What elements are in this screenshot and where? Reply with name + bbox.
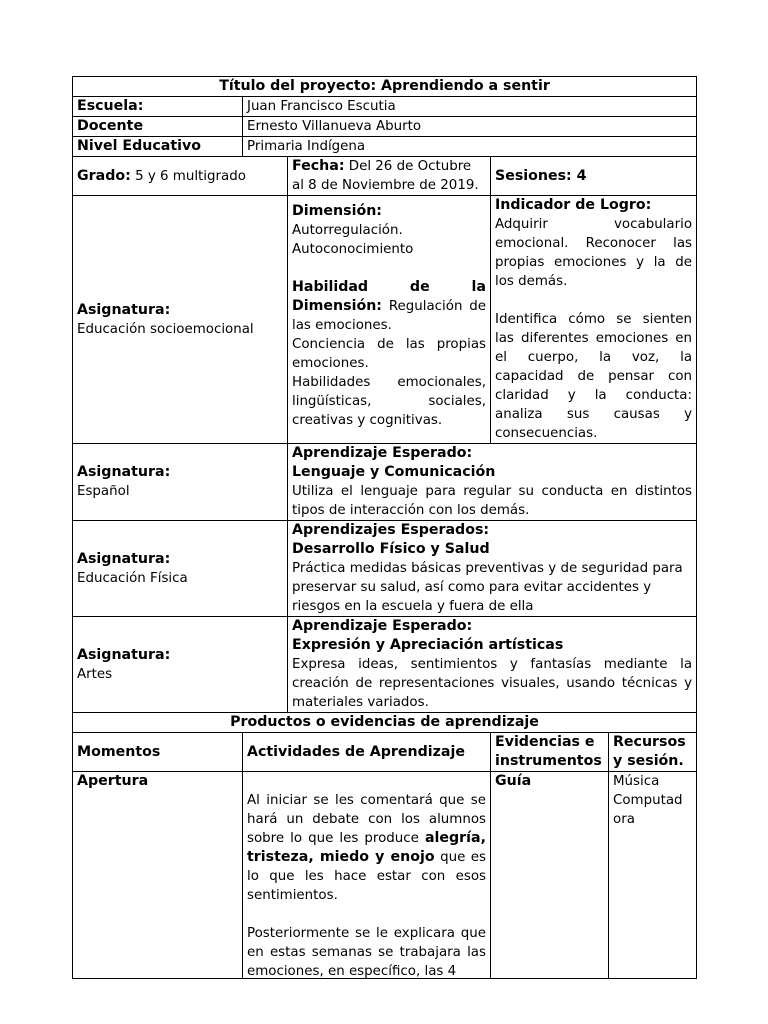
momento-apertura: Apertura bbox=[73, 772, 243, 979]
subject-cell bbox=[73, 617, 288, 713]
dimension-cell bbox=[288, 196, 491, 444]
habilidad-text: Regulación de las emociones. bbox=[292, 299, 486, 333]
indicador-cell bbox=[491, 196, 697, 444]
nivel-label: Nivel Educativo bbox=[73, 137, 243, 157]
fecha-label: Fecha: bbox=[292, 158, 345, 174]
socio-subject-cell bbox=[73, 196, 288, 444]
indicador-text: Adquirir vocabulario emocional. Reconocer las propias emociones y la de los demás. bbox=[495, 217, 693, 289]
spacer bbox=[247, 772, 486, 791]
subject-label: Asignatura: bbox=[77, 646, 171, 663]
products-title-row bbox=[73, 713, 697, 733]
docente-row bbox=[73, 117, 697, 137]
subject-row-artes bbox=[73, 617, 697, 713]
actividad-text: Al iniciar se les comentará que se hará un debate con los alumnos sobre lo que les produce bbox=[247, 793, 486, 846]
col-recursos: Recursos y sesión. bbox=[609, 733, 697, 772]
recurso-item: Música bbox=[613, 774, 660, 789]
evidencia-cell: Guía bbox=[491, 772, 609, 979]
title-row bbox=[73, 77, 697, 97]
subject-label: Asignatura: bbox=[77, 464, 171, 480]
subject-cell bbox=[73, 444, 288, 521]
learning-area: Lenguaje y Comunicación bbox=[292, 464, 496, 480]
habilidad-item: Habilidades emocionales, lingüísticas, sociales, creativas y cognitivas. bbox=[292, 375, 486, 428]
lesson-plan-page bbox=[72, 76, 696, 979]
nivel-row bbox=[73, 137, 697, 157]
dimension-label: Dimensión: bbox=[292, 203, 382, 219]
learning-area: Expresión y Apreciación artísticas bbox=[292, 637, 564, 653]
actividad-paragraph: Posteriormente se le explicara que en estas semanas se trabajara las emociones, en específico, las 4 bbox=[247, 926, 486, 978]
socio-row bbox=[73, 196, 697, 444]
learning-area: Desarrollo Físico y Salud bbox=[292, 541, 490, 557]
actividad-cell bbox=[243, 772, 491, 979]
grado-row bbox=[73, 157, 697, 196]
fecha-value: Del 26 de Octubre al 8 de Noviembre de 2019. bbox=[292, 159, 479, 193]
grado-label: Grado: bbox=[77, 167, 131, 184]
project-title: Título del proyecto: Aprendiendo a sentir bbox=[73, 77, 697, 97]
socio-subject-name: Educación socioemocional bbox=[77, 321, 254, 337]
grado-cell bbox=[73, 157, 288, 196]
products-title: Productos o evidencias de aprendizaje bbox=[73, 713, 697, 733]
learning-text: Práctica medidas básicas preventivas y de seguridad para preservar su salud, así como para evitar accidentes y riesgos en la escuela y fuera de ella bbox=[292, 561, 683, 614]
habilidad-item: Conciencia de las propias emociones. bbox=[292, 337, 486, 371]
col-actividades: Actividades de Aprendizaje bbox=[243, 733, 491, 772]
learning-text: Utiliza el lenguaje para regular su conducta en distintos tipos de interacción con los demás. bbox=[292, 484, 693, 518]
learning-cell bbox=[288, 617, 697, 713]
docente-label: Docente bbox=[73, 117, 243, 137]
sesiones-cell: Sesiones: 4 bbox=[491, 157, 697, 196]
grado-value: 5 y 6 multigrado bbox=[135, 168, 246, 184]
subject-name: Artes bbox=[77, 666, 113, 682]
fecha-cell bbox=[288, 157, 491, 196]
learning-heading: Aprendizaje Esperado: bbox=[292, 618, 473, 634]
nivel-value: Primaria Indígena bbox=[243, 137, 697, 157]
subject-label: Asignatura: bbox=[77, 550, 171, 567]
recurso-item: ora bbox=[613, 812, 635, 827]
actividad-content bbox=[247, 772, 486, 978]
dimension-item: Autorregulación. bbox=[292, 223, 403, 238]
subject-row-educacion-fisica bbox=[73, 521, 697, 617]
learning-heading: Aprendizaje Esperado: bbox=[292, 445, 473, 461]
escuela-label: Escuela: bbox=[73, 97, 243, 117]
habilidad-paragraph bbox=[292, 278, 486, 335]
actividad-emotions: alegría, tristeza, miedo y enojo bbox=[247, 830, 486, 865]
habilidad-label: Habilidad de la Dimensión: bbox=[292, 279, 486, 314]
apertura-row bbox=[73, 772, 697, 979]
subject-row-espanol bbox=[73, 444, 697, 521]
col-evidencias: Evidencias e instrumentos bbox=[491, 733, 609, 772]
actividad-paragraph bbox=[247, 791, 486, 905]
actividad-text: que es lo que les hace estar con esos sentimientos. bbox=[247, 850, 486, 903]
socio-subject-label: Asignatura: bbox=[77, 301, 171, 318]
learning-text: Expresa ideas, sentimientos y fantasías mediante la creación de representaciones visuales, usando técnicas y materiales variados. bbox=[292, 657, 693, 710]
subject-name: Educación Física bbox=[77, 570, 188, 586]
col-momentos: Momentos bbox=[73, 733, 243, 772]
escuela-value: Juan Francisco Escutia bbox=[243, 97, 697, 117]
recurso-item: Computad bbox=[613, 793, 683, 808]
recursos-cell bbox=[609, 772, 697, 979]
spacer bbox=[247, 905, 486, 924]
learning-heading: Aprendizajes Esperados: bbox=[292, 522, 490, 538]
escuela-row bbox=[73, 97, 697, 117]
spacer bbox=[495, 291, 692, 310]
subject-name: Español bbox=[77, 484, 130, 499]
lesson-plan-table bbox=[72, 76, 697, 979]
spacer bbox=[292, 259, 486, 278]
learning-cell bbox=[288, 521, 697, 617]
indicador-label: Indicador de Logro: bbox=[495, 197, 652, 213]
products-header-row bbox=[73, 733, 697, 772]
indicador-text: Identifica cómo se sienten las diferentes emociones en el cuerpo, la voz, la capacidad de pensar con claridad y la conducta: analiza sus causas y consecuencias. bbox=[495, 312, 693, 441]
learning-cell bbox=[288, 444, 697, 521]
dimension-item: Autoconocimiento bbox=[292, 242, 414, 257]
subject-cell bbox=[73, 521, 288, 617]
docente-value: Ernesto Villanueva Aburto bbox=[243, 117, 697, 137]
